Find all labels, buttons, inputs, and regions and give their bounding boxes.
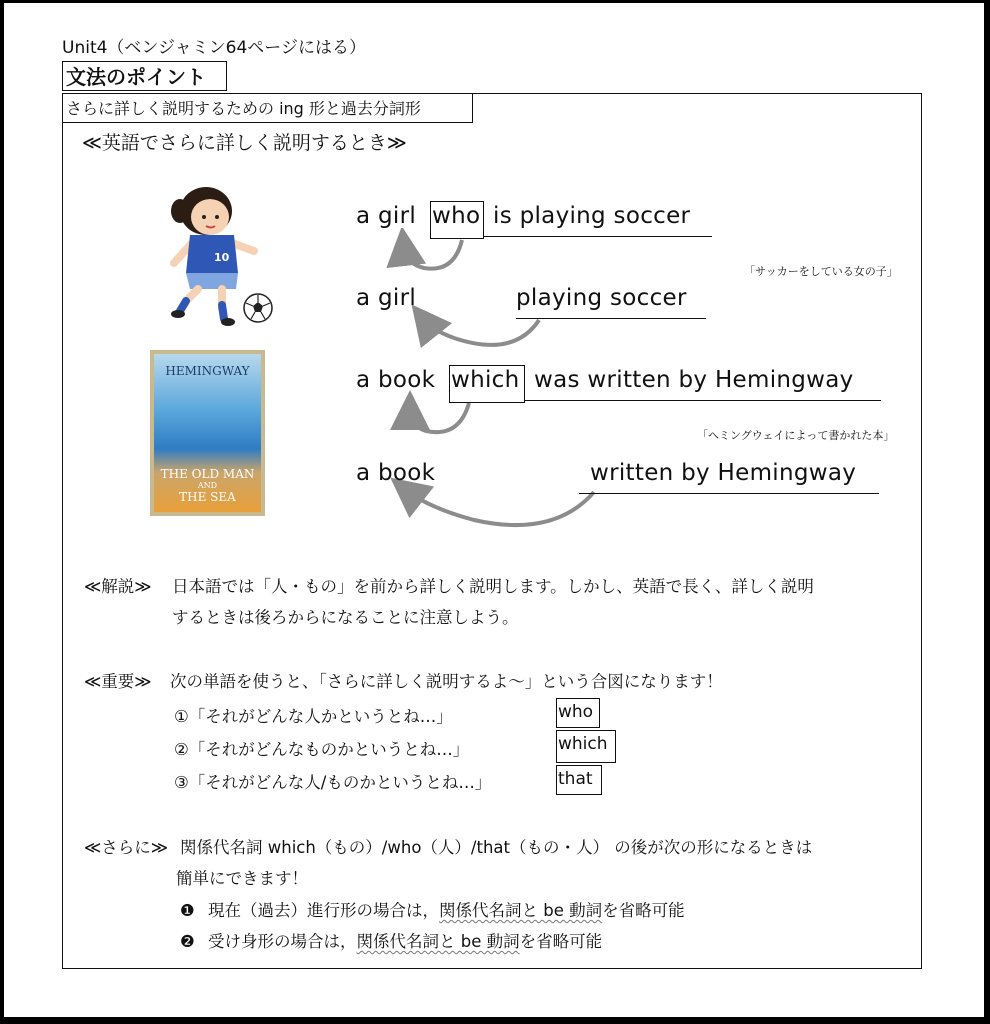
example-3-rel: which [451,367,520,393]
jersey-number: 10 [214,251,230,264]
further-label: ≪さらに≫ [84,838,169,857]
example-3-underline [525,400,881,401]
arrow-4 [406,490,594,525]
example-3-head: a book [356,367,436,393]
explanation-line2: するときは後ろからになることに注意しよう。 [172,608,519,627]
point-1-bullet: ❶ [180,901,195,920]
example-2-head: a girl [356,285,417,311]
point-2-emph: 関係代名詞と be 動詞 [356,932,520,951]
important-item-1: ①「それがどんな人かというとね…」 [174,707,453,726]
important-item-3: ③「それがどんな人/ものかというとね…」 [174,773,492,792]
point-1-pre: 現在（過去）進行形の場合は， [208,901,440,920]
example-4-underline [579,493,879,494]
example-2-underline [516,318,706,319]
section-title: 文法のポイント [62,61,227,91]
keyword-who: who [556,698,600,728]
box-label: さらに詳しく説明するための ing 形と過去分詞形 [62,93,473,123]
point-2-bullet: ❷ [180,932,195,951]
example-1-underline [484,236,712,237]
example-4-rest: written by Hemingway [590,460,857,486]
arrow-1 [404,240,462,269]
note-2: 「ヘミングウェイによって書かれた本」 [697,429,895,442]
example-1-head: a girl [356,203,417,229]
example-1-rel: who [432,203,481,229]
unit-title: Unit4（ベンジャミン64ページにはる） [62,38,366,58]
explanation-label: ≪解説≫ [84,577,152,596]
further-point-1 [180,897,685,921]
example-2-rest: playing soccer [516,285,687,311]
example-3-rest: was written by Hemingway [534,367,854,393]
note-1: 「サッカーをしている女の子」 [744,265,898,278]
point-2-pre: 受け身形の場合は， [208,932,357,951]
book-cover [150,350,265,516]
point-1-post: を省略可能 [602,901,685,920]
further-line2: 簡単にできます！ [176,869,308,888]
point-2-post: を省略可能 [519,932,603,951]
book-title-line3: THE SEA [179,490,236,504]
keyword-that: that [556,765,602,795]
book-title [150,468,265,504]
box-heading: ≪英語でさらに詳しく説明するとき≫ [82,132,407,154]
soccer-ball-icon [242,292,274,324]
arrow-2 [424,320,539,345]
important-intro: 次の単語を使うと、「さらに詳しく説明するよ～」という合図になります！ [170,672,723,691]
book-title-line1: THE OLD MAN [160,467,255,481]
keyword-which: which [556,730,616,763]
book-author: HEMINGWAY [165,364,250,378]
worksheet-page [4,3,984,1017]
important-label: ≪重要≫ [84,672,152,691]
example-4-head: a book [356,460,436,486]
explanation-line1: 日本語では「人・もの」を前から詳しく説明します。しかし、英語で長く、詳しく説明 [172,577,814,596]
further-point-2 [180,928,602,952]
important-item-2: ②「それがどんなものかというとね…」 [174,740,470,759]
further-line1: 関係代名詞 which（もの）/who（人）/that（もの・人） の後が次の形になるときは [180,838,813,857]
example-1-rest: is playing soccer [493,203,691,229]
book-title-line2: AND [197,481,218,490]
arrow-3 [410,403,469,432]
point-1-emph: 関係代名詞と be 動詞 [439,901,603,920]
